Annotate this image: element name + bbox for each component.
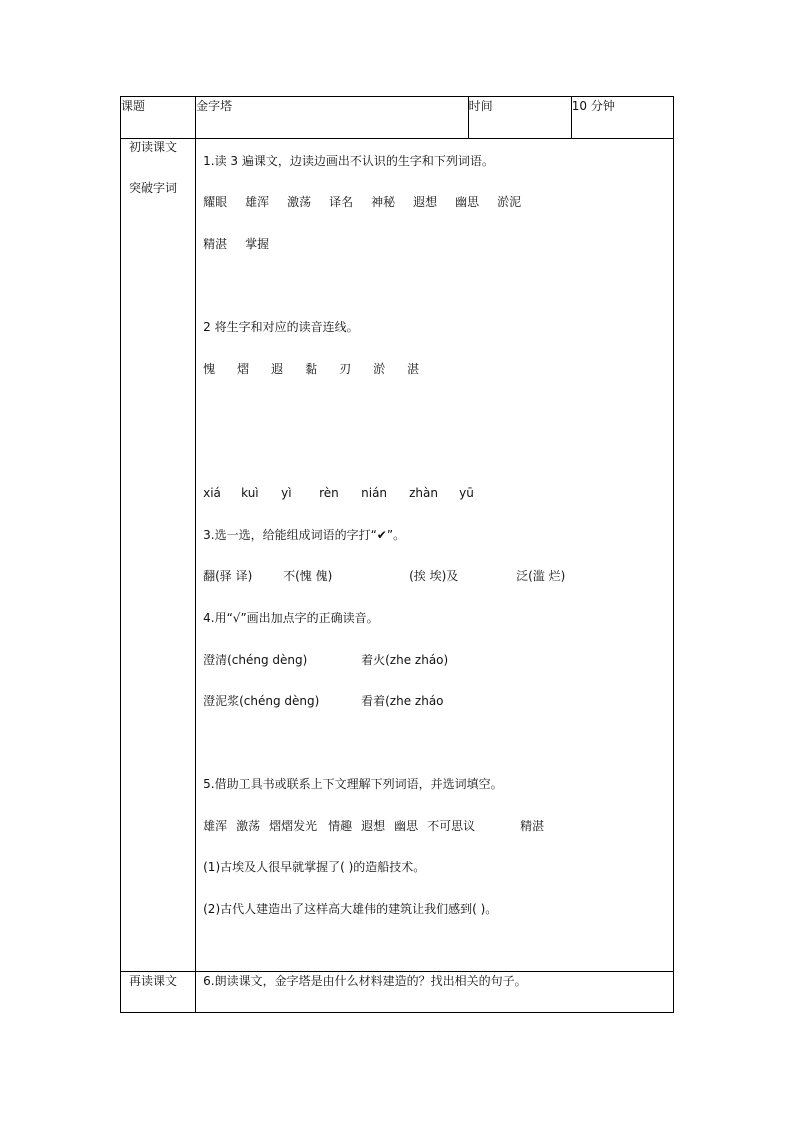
- q2-char: 黏: [305, 362, 318, 376]
- q1-word: 遐想: [413, 195, 438, 209]
- q2-char: 湛: [407, 362, 420, 376]
- second-reading-label: 再读课文: [121, 972, 196, 1013]
- q5-word: 幽思: [394, 819, 419, 833]
- q4-item: 着火(zhe zháo): [361, 653, 449, 667]
- q5-word: 遐想: [361, 819, 386, 833]
- q6-text: 6.朗读课文，金字塔是由什么材料建造的？找出相关的句子。: [196, 972, 674, 1013]
- word-study-label: 突破字词: [129, 181, 178, 195]
- q5-word: 精湛: [520, 819, 545, 833]
- q4-row-2: [203, 693, 443, 709]
- first-reading-label: 初读课文: [129, 140, 178, 154]
- q2-pinyin-item: zhàn: [409, 486, 438, 500]
- q2-pinyin: [203, 485, 474, 501]
- q1-word: 精湛: [203, 237, 228, 251]
- q5-title: 5.借助工具书或联系上下文理解下列词语，并选词填空。: [203, 777, 503, 791]
- q5-word: 雄浑: [203, 819, 228, 833]
- q3-item: 翻(驿 译): [203, 569, 253, 583]
- q5-word: 激荡: [236, 819, 261, 833]
- q4-item: 澄清(chéng dèng): [203, 653, 308, 667]
- q5-words: [203, 818, 544, 834]
- q2-pinyin-item: rèn: [319, 486, 339, 500]
- q5-word: 不可思议: [427, 819, 476, 833]
- header-row: [121, 97, 674, 139]
- q2-chars: [203, 361, 419, 377]
- q1-word: 掌握: [245, 237, 270, 251]
- q5-sentence-2: (2)古代人建造出了这样高大雄伟的建筑让我们感到( )。: [203, 902, 498, 916]
- q1-word: 幽思: [455, 195, 480, 209]
- q1-word: 雄浑: [245, 195, 270, 209]
- q2-char: 愧: [203, 362, 216, 376]
- q5-word: 情趣: [328, 819, 353, 833]
- topic-label: 课题: [121, 97, 196, 139]
- q3-item: (挨 埃)及: [409, 569, 459, 583]
- q3-title: 3.选一选，给能组成词语的字打“✔”。: [203, 528, 406, 542]
- q4-item: 看着(zhe zháo: [361, 694, 444, 708]
- time-value: 10 分钟: [571, 97, 673, 139]
- q3-items: [203, 568, 565, 584]
- q2-char: 淤: [373, 362, 386, 376]
- first-reading-content: [196, 139, 674, 972]
- q1-word: 淤泥: [497, 195, 522, 209]
- first-reading-row: [121, 139, 674, 972]
- q1-words-line-1: [203, 194, 521, 210]
- q2-char: 刃: [339, 362, 352, 376]
- q2-title: 2 将生字和对应的读音连线。: [203, 320, 359, 334]
- q2-pinyin-item: nián: [361, 486, 388, 500]
- topic-value: 金字塔: [196, 97, 468, 139]
- second-reading-row: [121, 972, 674, 1013]
- q1-word: 耀眼: [203, 195, 228, 209]
- q1-title: 1.读 3 遍课文，边读边画出不认识的生字和下列词语。: [203, 154, 494, 168]
- time-label: 时间: [468, 97, 571, 139]
- q5-sentence-1: (1)古埃及人很早就掌握了( )的造船技术。: [203, 860, 426, 874]
- q5-word: 熠熠发光: [269, 819, 318, 833]
- q3-item: 泛(滥 烂): [516, 569, 566, 583]
- q2-pinyin-item: xiá: [203, 486, 221, 500]
- q2-pinyin-item: yū: [459, 486, 474, 500]
- q4-title: 4.用“√”画出加点字的正确读音。: [203, 611, 379, 625]
- q3-item: 不(愧 傀): [283, 569, 333, 583]
- q1-word: 神秘: [371, 195, 396, 209]
- q1-word: 激荡: [287, 195, 312, 209]
- q2-pinyin-item: yì: [281, 486, 292, 500]
- q2-char: 熠: [237, 362, 250, 376]
- lesson-plan-table: [120, 96, 674, 1013]
- first-reading-label-cell: [121, 139, 196, 972]
- q2-char: 遐: [271, 362, 284, 376]
- q1-word: 译名: [329, 195, 354, 209]
- q1-words-line-2: [203, 236, 269, 252]
- q2-pinyin-item: kuì: [241, 486, 259, 500]
- q4-row-1: [203, 652, 448, 668]
- q4-item: 澄泥浆(chéng dèng): [203, 694, 320, 708]
